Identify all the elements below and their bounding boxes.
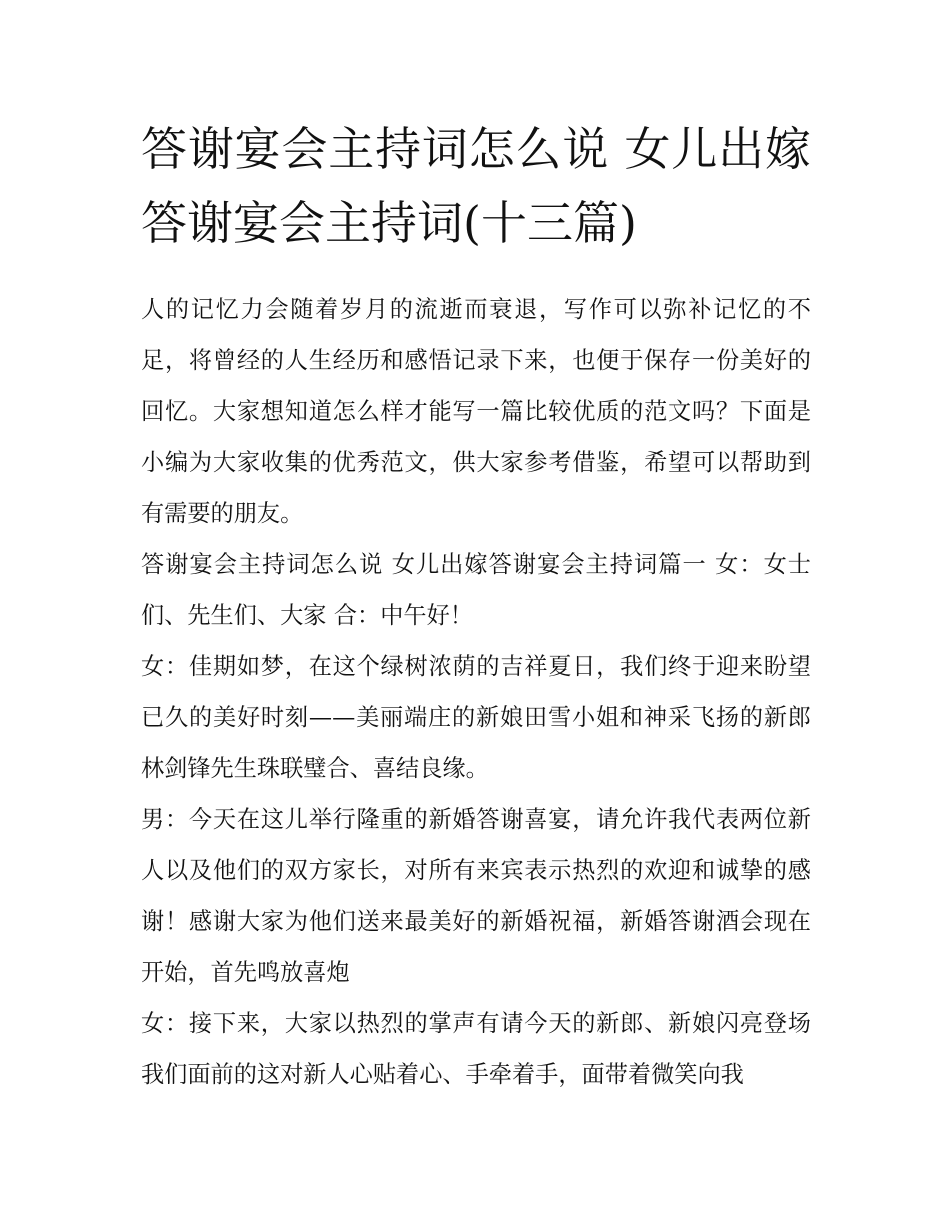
document-body: [141, 284, 811, 1100]
paragraph-intro: 人的记忆力会随着岁月的流逝而衰退，写作可以弥补记忆的不足，将曾经的人生经历和感悟记录下来，也便于保存一份美好的回忆。大家想知道怎么样才能写一篇比较优质的范文吗？下面是小编为大家收集的优秀范文，供大家参考借鉴，希望可以帮助到有需要的朋友。: [141, 296, 811, 527]
paragraph-female-host-1: 女：佳期如梦，在这个绿树浓荫的吉祥夏日，我们终于迎来盼望已久的美好时刻——美丽端庄的新娘田雪小姐和神采飞扬的新郎林剑锋先生珠联璧合、喜结良缘。: [141, 653, 811, 782]
paragraph-female-host-2: 女：接下来，大家以热烈的掌声有请今天的新郎、新娘闪亮登场我们面前的这对新人心贴着心、手牵着手，面带着微笑向我: [141, 1010, 811, 1088]
paragraph-male-host-1: 男：今天在这儿举行隆重的新婚答谢喜宴，请允许我代表两位新人以及他们的双方家长，对所有来宾表示热烈的欢迎和诚挚的感谢！感谢大家为他们送来最美好的新婚祝福，新婚答谢酒会现在开始，首先鸣放喜炮: [141, 806, 811, 986]
document-title: 答谢宴会主持词怎么说 女儿出嫁答谢宴会主持词(十三篇): [141, 122, 811, 250]
paragraph-opening-greeting: 答谢宴会主持词怎么说 女儿出嫁答谢宴会主持词篇一 女：女士们、先生们、大家 合：中午好！: [141, 551, 811, 629]
document-page: [141, 112, 811, 1100]
